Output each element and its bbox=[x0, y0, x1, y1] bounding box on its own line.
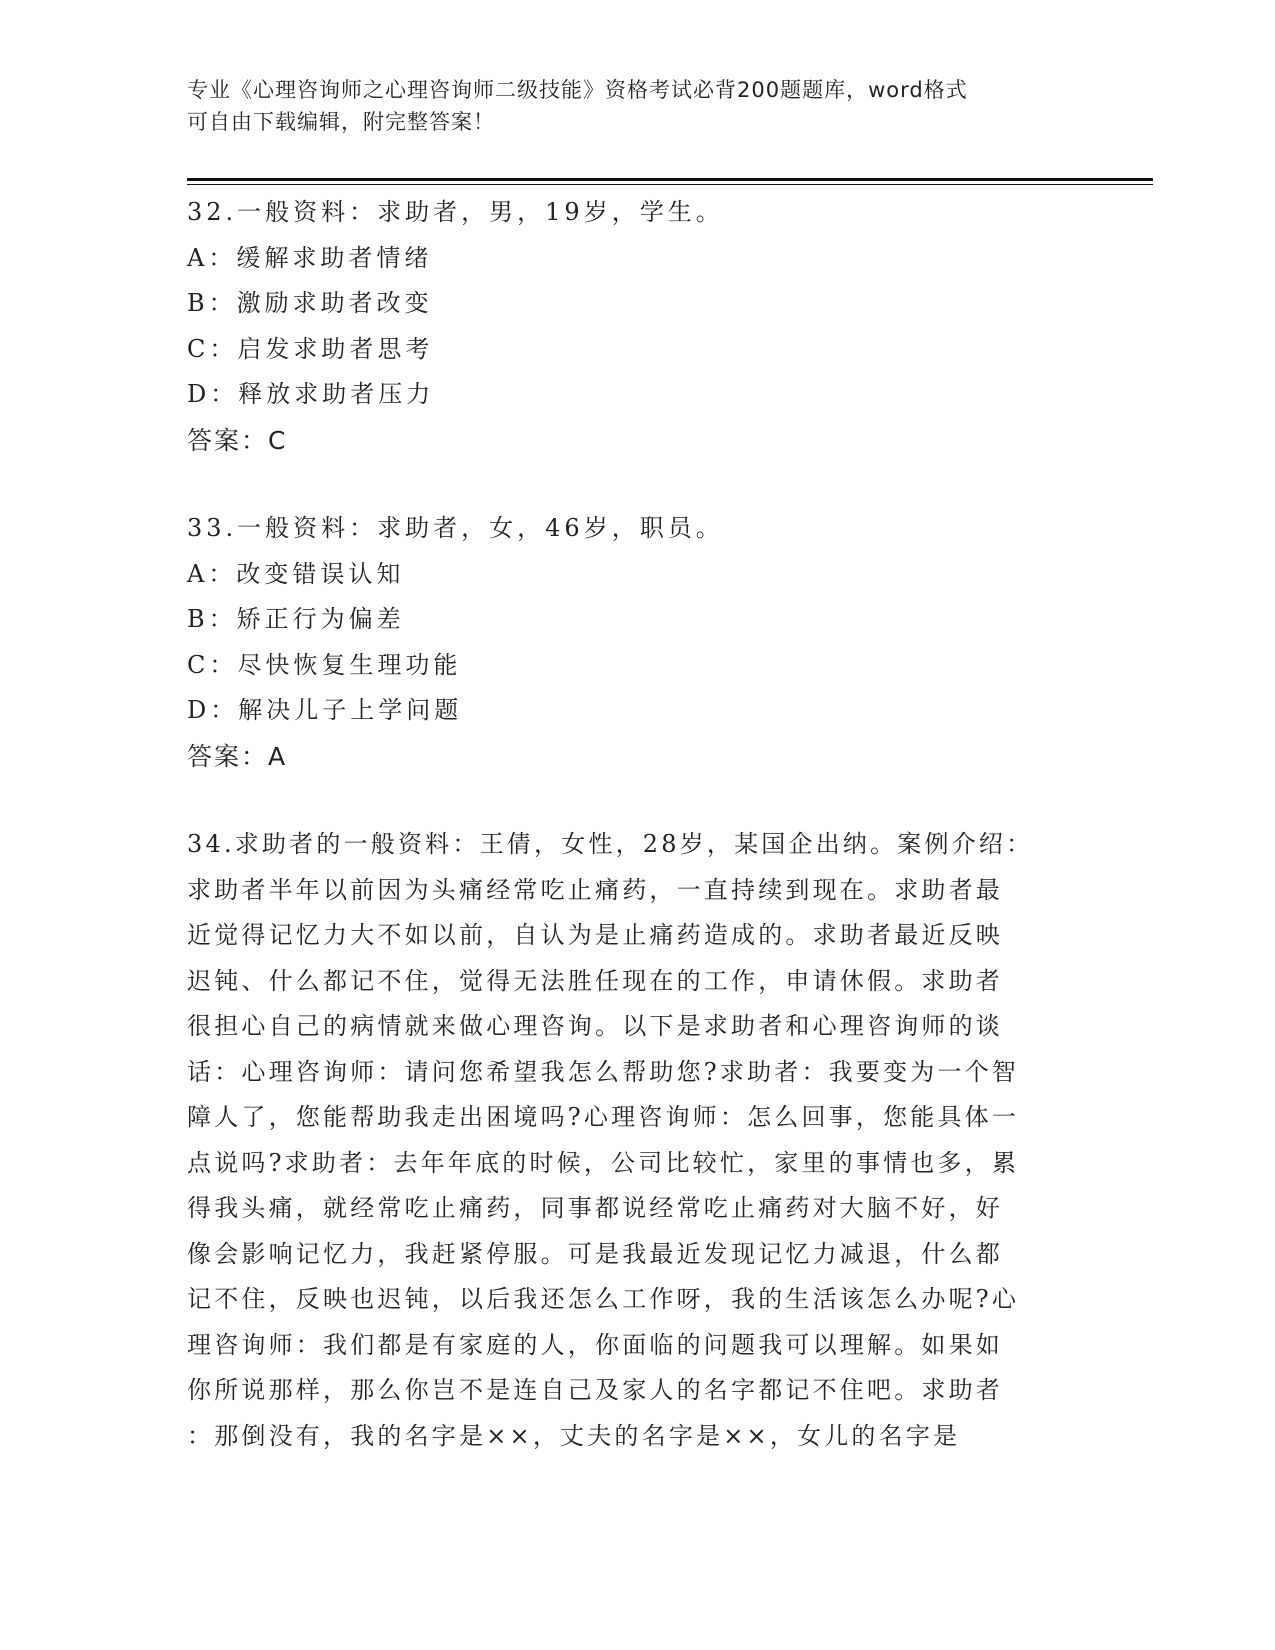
option-b: B：激励求助者改变 bbox=[187, 289, 433, 317]
paragraph-line: ：那倒没有，我的名字是××，丈夫的名字是××，女儿的名字是 bbox=[187, 1421, 961, 1450]
paragraph-line: 障人了，您能帮助我走出困境吗?心理咨询师：怎么回事，您能具体一 bbox=[187, 1103, 1020, 1131]
document-header bbox=[187, 74, 1067, 138]
spacer bbox=[187, 779, 1067, 822]
spacer bbox=[187, 463, 1067, 506]
header-line-1: 专业《心理咨询师之心理咨询师二级技能》资格考试必背200题题库，word格式 bbox=[187, 78, 968, 102]
header-divider-thick bbox=[187, 178, 1153, 181]
question-32 bbox=[187, 190, 1067, 463]
header-divider-thin bbox=[187, 184, 1153, 185]
question-34 bbox=[187, 822, 1067, 1459]
paragraph-line: 理咨询师：我们都是有家庭的人，你面临的问题我可以理解。如果如 bbox=[187, 1330, 1003, 1359]
question-stem: 33.一般资料：求助者，女，46岁，职员。 bbox=[187, 514, 724, 542]
paragraph-line: 34.求助者的一般资料：王倩，女性，28岁，某国企出纳。案例介绍： bbox=[187, 830, 1034, 858]
option-d: D：解决儿子上学问题 bbox=[187, 696, 463, 724]
option-c: C：启发求助者思考 bbox=[187, 334, 434, 363]
paragraph-line: 求助者半年以前因为头痛经常吃止痛药，一直持续到现在。求助者最 bbox=[187, 875, 1003, 904]
paragraph-line: 近觉得记忆力大不如以前，自认为是止痛药造成的。求助者最近反映 bbox=[187, 921, 1003, 949]
option-a: A：缓解求助者情绪 bbox=[187, 243, 433, 272]
option-c: C：尽快恢复生理功能 bbox=[187, 650, 462, 679]
answer-line: 答案：C bbox=[187, 425, 288, 455]
paragraph-line: 你所说那样，那么你岂不是连自己及家人的名字都记不住吧。求助者 bbox=[187, 1376, 1003, 1404]
paragraph-line: 记不住，反映也迟钝，以后我还怎么工作呀，我的生活该怎么办呢?心 bbox=[187, 1285, 1020, 1313]
paragraph-line: 点说吗?求助者：去年年底的时候，公司比较忙，家里的事情也多，累 bbox=[187, 1148, 1020, 1177]
paragraph-line: 很担心自己的病情就来做心理咨询。以下是求助者和心理咨询师的谈 bbox=[187, 1012, 1003, 1040]
paragraph-line: 迟钝、什么都记不住，觉得无法胜任现在的工作，申请休假。求助者 bbox=[187, 966, 1003, 995]
option-b: B：矫正行为偏差 bbox=[187, 605, 405, 633]
option-a: A：改变错误认知 bbox=[187, 559, 405, 588]
question-stem: 32.一般资料：求助者，男，19岁，学生。 bbox=[187, 198, 724, 226]
paragraph-line: 得我头痛，就经常吃止痛药，同事都说经常吃止痛药对大脑不好，好 bbox=[187, 1194, 1003, 1222]
option-d: D：释放求助者压力 bbox=[187, 380, 435, 408]
answer-line: 答案：A bbox=[187, 741, 288, 771]
paragraph-line: 话：心理咨询师：请问您希望我怎么帮助您?求助者：我要变为一个智 bbox=[187, 1057, 1020, 1086]
question-33 bbox=[187, 506, 1067, 779]
question-list bbox=[187, 190, 1067, 1459]
header-line-2: 可自由下载编辑，附完整答案！ bbox=[187, 110, 495, 134]
paragraph-line: 像会影响记忆力，我赶紧停服。可是我最近发现记忆力减退，什么都 bbox=[187, 1239, 1003, 1268]
